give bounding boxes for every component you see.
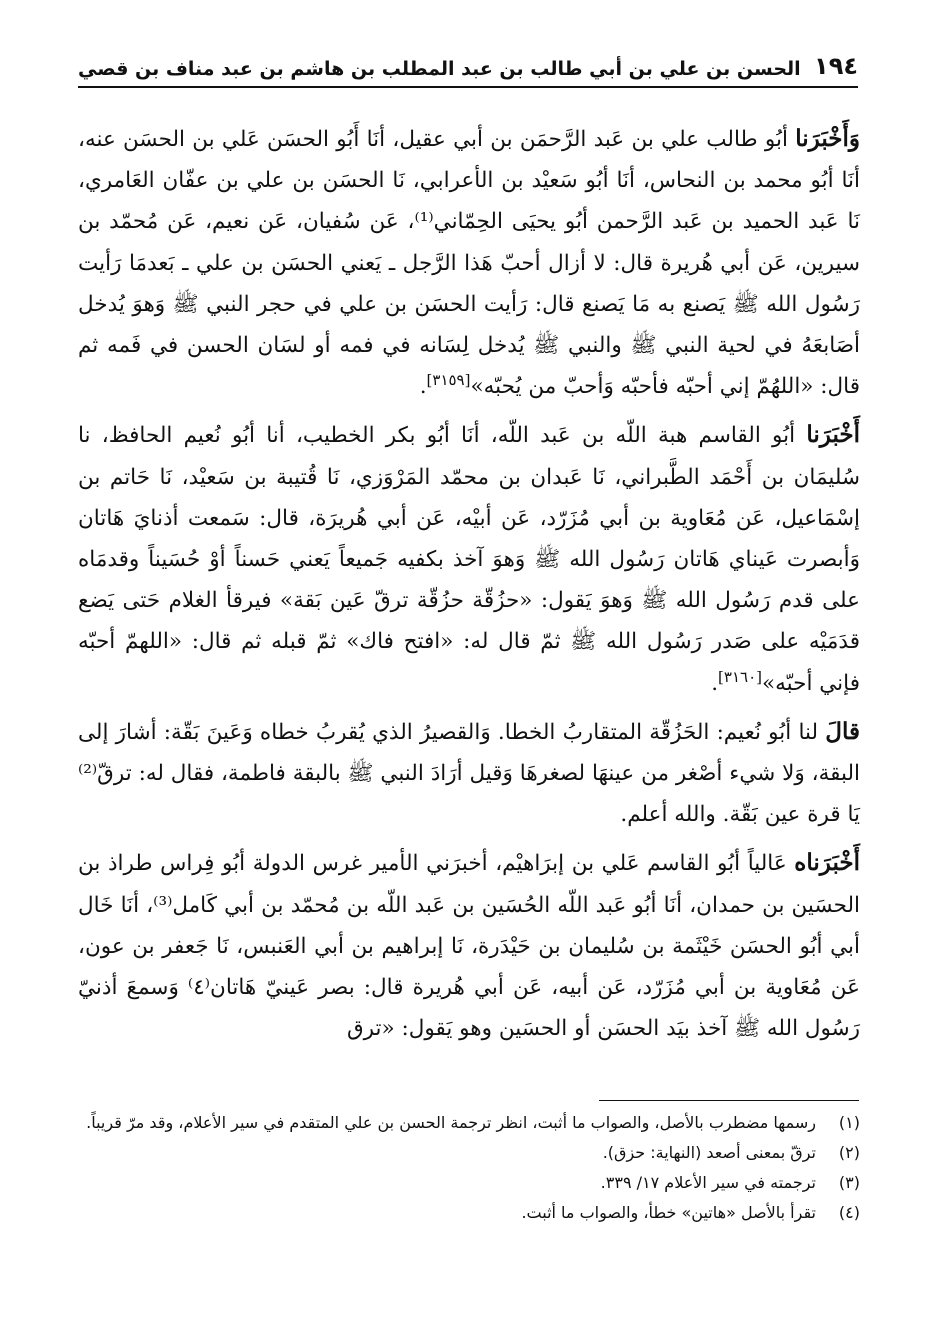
footnote	[80, 1198, 860, 1228]
footnote-number: (٣)	[838, 1173, 860, 1192]
main-text	[78, 118, 860, 1056]
paragraph-text: عَالياً أبُو القاسم عَلي بن إبرَاهيْم، أخبرَني الأمير غرس الدولة أبُو فِراس طراذ بن الحسَين بن حمدان، أنَا أبُو عَبد اللّه الحُسَين بن عَبد اللّه بن مُحمّد بن أبي كَامل⁽³⁾، أنَا خَال أبي أبُو الحسَن خَيْثَمة بن سُليمان بن حَيْدَرة، نَا إبراهيم بن أبي العَنبس، نَا جَعفر بن عون، عَن مُعَاوية بن أبي مُزَرّد، عَن أبيه، عَن أبي هُريرة قال: بصر عَينيّ هَاتان⁽٤⁾ وَسمعَ أذنيّ رَسُول الله ﷺ آخذ بيَد الحسَن أو الحسَين وهو يَقول: «ترق	[78, 851, 860, 1042]
footnote-text: ترجمته في سير الأعلام ١٧/ ٣٣٩.	[600, 1173, 816, 1192]
footnote-number: (١)	[838, 1113, 860, 1132]
hadith-number: [٣١٦٠]	[718, 667, 762, 686]
footnote-text: تقرأ بالأصل «هاتين» خطأ، والصواب ما أثبت.	[521, 1203, 816, 1222]
paragraph-tail: .	[419, 374, 427, 400]
paragraph-lead: قالَ	[825, 717, 860, 745]
footnote	[80, 1138, 860, 1168]
running-title: الحسن بن علي بن أبي طالب بن عبد المطلب بن هاشم بن عبد مناف بن قصي	[78, 58, 801, 80]
footnote	[80, 1108, 860, 1138]
paragraph-lead: أَخْبَرَناه	[794, 849, 860, 877]
footnote-text: رسمها مضطرب بالأصل، والصواب ما أثبت، انظر ترجمة الحسن بن علي المتقدم في سير الأعلام، وقد مرّ قريباً.	[86, 1113, 816, 1132]
paragraph-tail: .	[711, 670, 719, 696]
footnote-divider	[599, 1100, 859, 1101]
footnote-text: ترقّ بمعنى أصعد (النهاية: حزق).	[602, 1143, 816, 1162]
paragraph	[78, 842, 860, 1049]
paragraph	[78, 711, 860, 836]
paragraph-lead: أَخْبَرَنا	[806, 421, 860, 449]
footnotes	[80, 1108, 860, 1228]
footnote-number: (٢)	[838, 1143, 860, 1162]
paragraph-text: أبُو القاسم هبة اللّه بن عَبد اللّه، أنَا أبُو بكر الخطيب، أنا أبُو نُعيم الحافظ، نا سُليمَان بن أَحْمَد الطَّبراني، نَا عَبدان بن محمّد المَرْوَزي، نَا قُتيبة بن سَعيْد، نَا حَاتم بن إسْمَاعيل، عَن مُعَاوية بن أبي مُزَرّد، عَن أبيْه، عَن أبي هُريرَة، قال: سَمعت أذنايَ هَاتان وَأبصرت عَيناي هَاتان رَسُول الله ﷺ وَهوَ آخذ بكفيه جَميعاً يَعني حَسناً أوْ حُسَيناً وقدمَاه على قدم رَسُول الله ﷺ وَهوَ يَقول: «حزُقّة حزُقّة ترقّ عَين بَقة» فيرقأ الغلام حَتى يَضع قدَمَيْه على صَدر رَسُول الله ﷺ ثمّ قال له: «افتح فاك» ثمّ قبله ثم قال: «اللهمّ أحبّه فإني أحبّه»	[78, 423, 860, 696]
page-number: ١٩٤	[814, 52, 858, 80]
paragraph-text: لنا أبُو نُعيم: الحَزُقّة المتقاربُ الخطا. وَالقصيرُ الذي يُقربُ خطاه وَعَينَ بَقّة: أشارَ إلى البقة، وَلا شيء أصْغر من عينهَا لصغرهَا وَقيل أرَادَ النبي ﷺ بالبقة فاطمة، فقال له: ترقّ⁽²⁾ يَا قرة عين بَقّة. والله أعلم.	[78, 719, 860, 828]
paragraph	[78, 414, 860, 703]
paragraph	[78, 118, 860, 407]
paragraph-lead: وَأَخْبَرَنا	[795, 125, 860, 152]
footnote-number: (٤)	[838, 1203, 860, 1222]
paragraph-text: أبُو طالب علي بن عَبد الرَّحمَن بن أبي عقيل، أنَا أَبُو الحسَن عَلي بن الحسَن عنه، أنَا أبُو محمد بن النحاس، أنَا أبُو سَعيْد بن الأعرابي، نَا الحسَن بن علي بن عفّان العَامري، نَا عَبد الحميد بن عَبد الرَّحمن أبُو يحيَى الحِمّاني⁽¹⁾، عَن سُفيان، عَن نعيم، عَن مُحمّد بن سيرين، عَن أبي هُريرة قال: لا أزال أحبّ هَذا الرَّجل ـ يَعني الحسَن بن علي ـ بَعدمَا رَأيت رَسُول الله ﷺ يَصنع به مَا يَصنع قال: رَأيت الحسَن بن علي في حجر النبي ﷺ وَهوَ يُدخل أصَابعَهُ في لحية النبي ﷺ والنبي ﷺ يُدخل لِسَانه في فمه أو لسَان الحسن في فَمه ثم قال: «اللهُمّ إني أحبّه فأحبّه وَأحبّ من يُحبّه»	[78, 127, 860, 400]
page-header	[78, 52, 858, 88]
hadith-number: [٣١٥٩]	[426, 371, 471, 390]
footnote	[80, 1168, 860, 1198]
